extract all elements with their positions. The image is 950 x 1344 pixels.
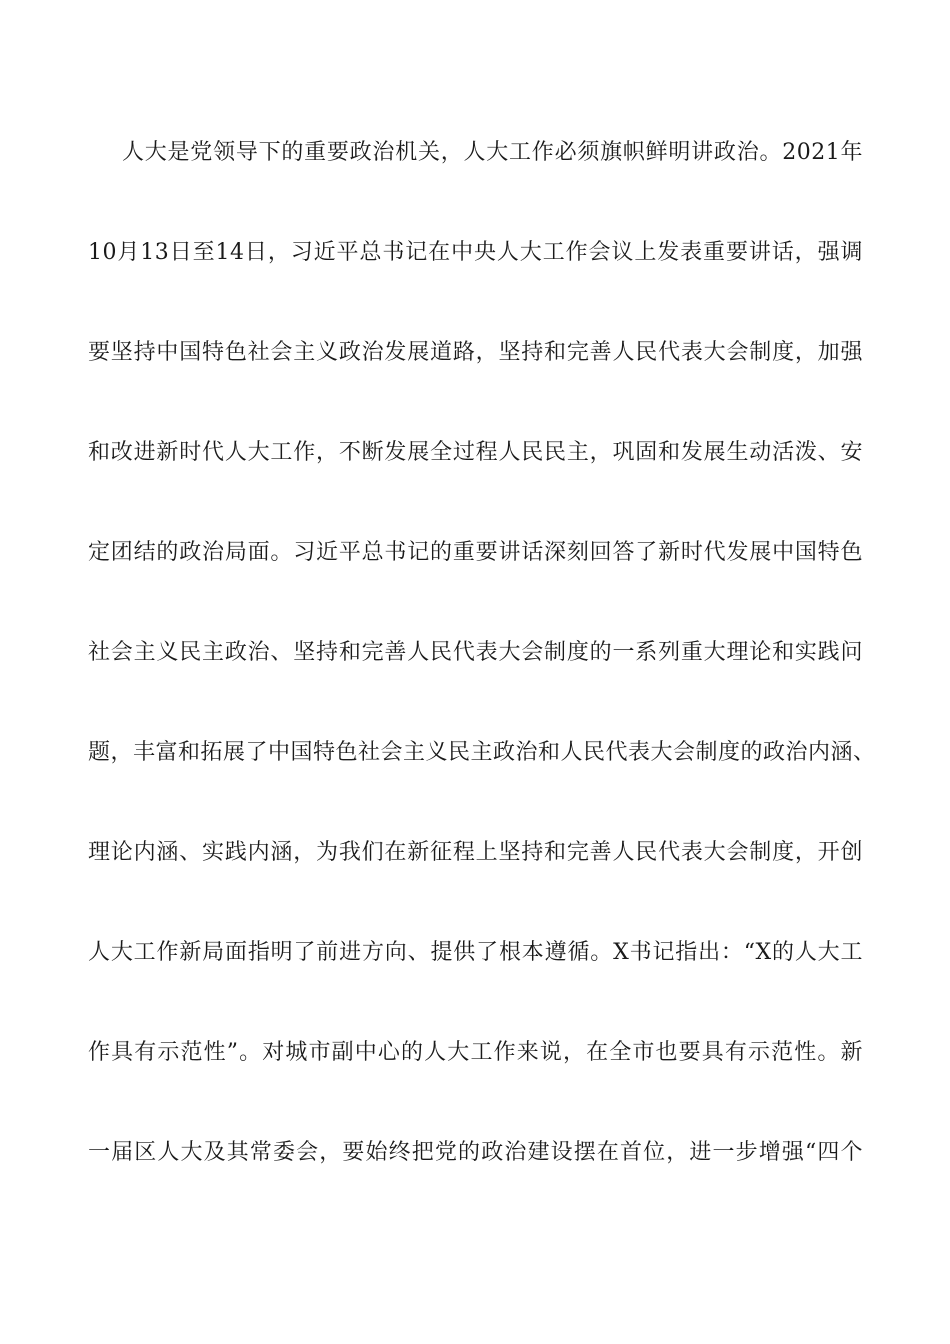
text-line: 定团结的政治局面。习近平总书记的重要讲话深刻回答了新时代发展中国特色 — [88, 540, 863, 565]
text-line: 和改进新时代人大工作，不断发展全过程人民民主，巩固和发展生动活泼、安 — [88, 440, 863, 465]
text-line: 人大是党领导下的重要政治机关，人大工作必须旗帜鲜明讲政治。2021年 — [122, 140, 863, 165]
text-line: 作具有示范性”。对城市副中心的人大工作来说，在全市也要具有示范性。新 — [88, 1040, 863, 1065]
text-line: 题，丰富和拓展了中国特色社会主义民主政治和人民代表大会制度的政治内涵、 — [88, 740, 876, 765]
text-line: 人大工作新局面指明了前进方向、提供了根本遵循。X书记指出：“X的人大工 — [88, 940, 863, 965]
text-line: 要坚持中国特色社会主义政治发展道路，坚持和完善人民代表大会制度，加强 — [88, 340, 863, 365]
text-line: 一届区人大及其常委会，要始终把党的政治建设摆在首位，进一步增强“四个 — [88, 1140, 863, 1165]
text-line: 10月13日至14日，习近平总书记在中央人大工作会议上发表重要讲话，强调 — [88, 240, 863, 265]
text-line: 理论内涵、实践内涵，为我们在新征程上坚持和完善人民代表大会制度，开创 — [88, 840, 863, 865]
body-paragraph — [88, 125, 876, 1225]
text-line: 社会主义民主政治、坚持和完善人民代表大会制度的一系列重大理论和实践问 — [88, 640, 863, 665]
